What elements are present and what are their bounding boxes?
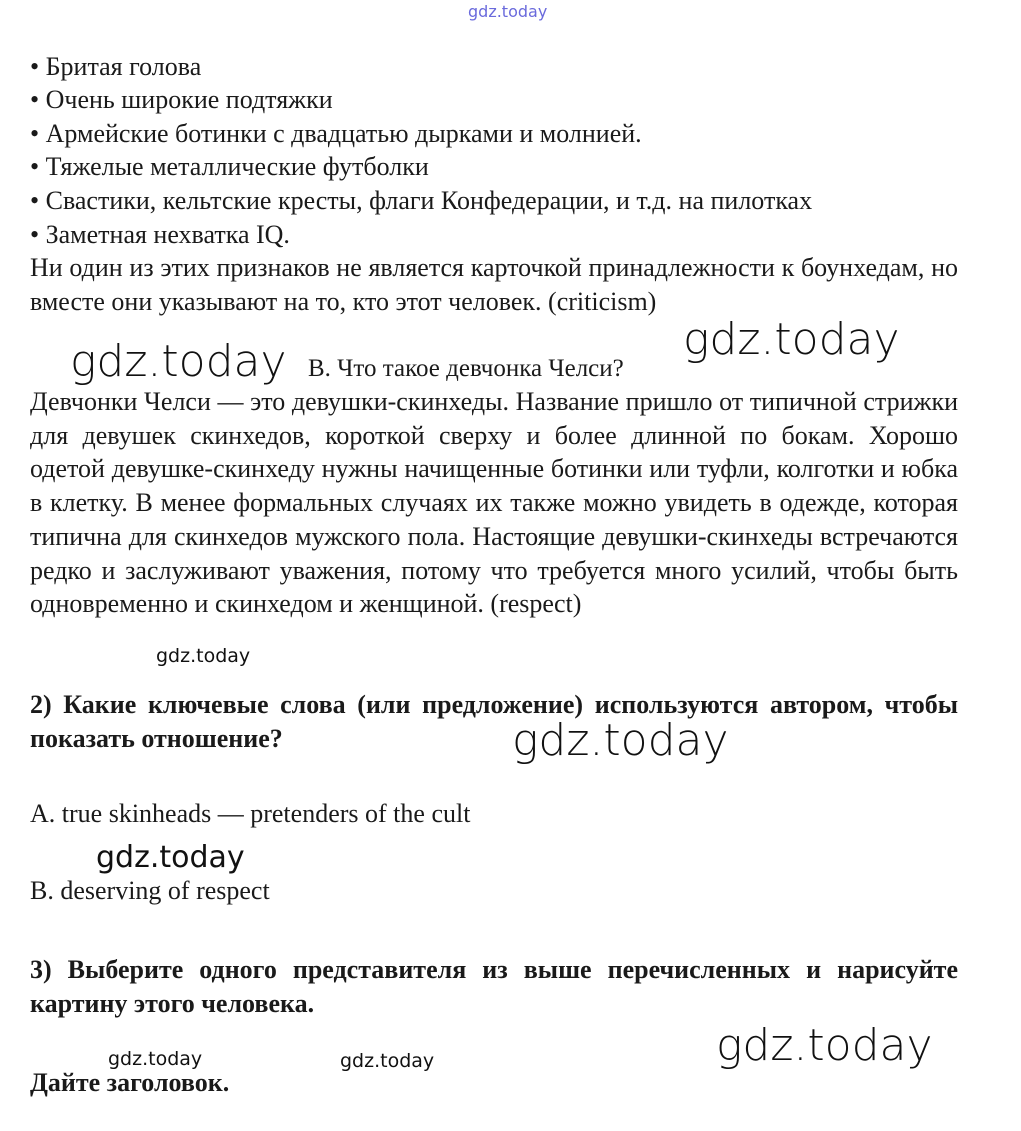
bullet-item: • Свастики, кельтские кресты, флаги Конфедерации, и т.д. на пилотках	[30, 186, 813, 215]
give-title: Дайте заголовок.	[30, 1068, 230, 1097]
bullet-item: • Очень широкие подтяжки	[30, 85, 333, 114]
section-b-heading: B. Что такое девчонка Челси?	[308, 355, 624, 382]
watermark-logo: gdz.today	[108, 1048, 203, 1070]
bullet-item: • Тяжелые металлические футболки	[30, 152, 429, 181]
bullet-item: • Заметная нехватка IQ.	[30, 220, 290, 249]
bullet-item: • Бритая голова	[30, 52, 202, 81]
watermark-logo: gdz.today	[340, 1050, 435, 1072]
answer-a: A. true skinheads — pretenders of the cult	[30, 799, 471, 828]
answer-b: B. deserving of respect	[30, 876, 270, 905]
watermark-logo: gdz.today	[70, 336, 287, 387]
paragraph-respect: Девчонки Челси — это девушки-скинхеды. Название пришло от типичной стрижки для девушек скинхедов, короткой сверху и более длинной по бокам. Хорошо одетой девушке-скинхеду нужны начищенные ботинки или туфли, колготки и юбка в клетку. В менее формальных случаях их также можно увидеть в одежде, которая типична для скинхедов мужского пола. Настоящие девушки-скинхеды встречаются редко и заслуживают уважения, потому что требуется много усилий, чтобы быть одновременно и скинхедом и женщиной. (respect)	[30, 387, 958, 619]
watermark-logo: gdz.today	[512, 715, 729, 766]
paragraph-criticism: Ни один из этих признаков не является карточкой принадлежности к боунхедам, но вместе они указывают на то, кто этот человек. (criticism)	[30, 253, 958, 316]
watermark-logo: gdz.today	[683, 314, 900, 365]
question-3: 3) Выберите одного представителя из выше перечисленных и нарисуйте картину этого человека.	[30, 955, 958, 1018]
watermark-logo: gdz.today	[96, 840, 245, 875]
watermark-logo: gdz.today	[468, 2, 548, 21]
watermark-logo: gdz.today	[716, 1020, 933, 1071]
bullet-item: • Армейские ботинки с двадцатью дырками и молнией.	[30, 119, 642, 148]
watermark-logo: gdz.today	[156, 645, 251, 667]
question-2: 2) Какие ключевые слова (или предложение) используются автором, чтобы показать отношение?	[30, 690, 958, 753]
